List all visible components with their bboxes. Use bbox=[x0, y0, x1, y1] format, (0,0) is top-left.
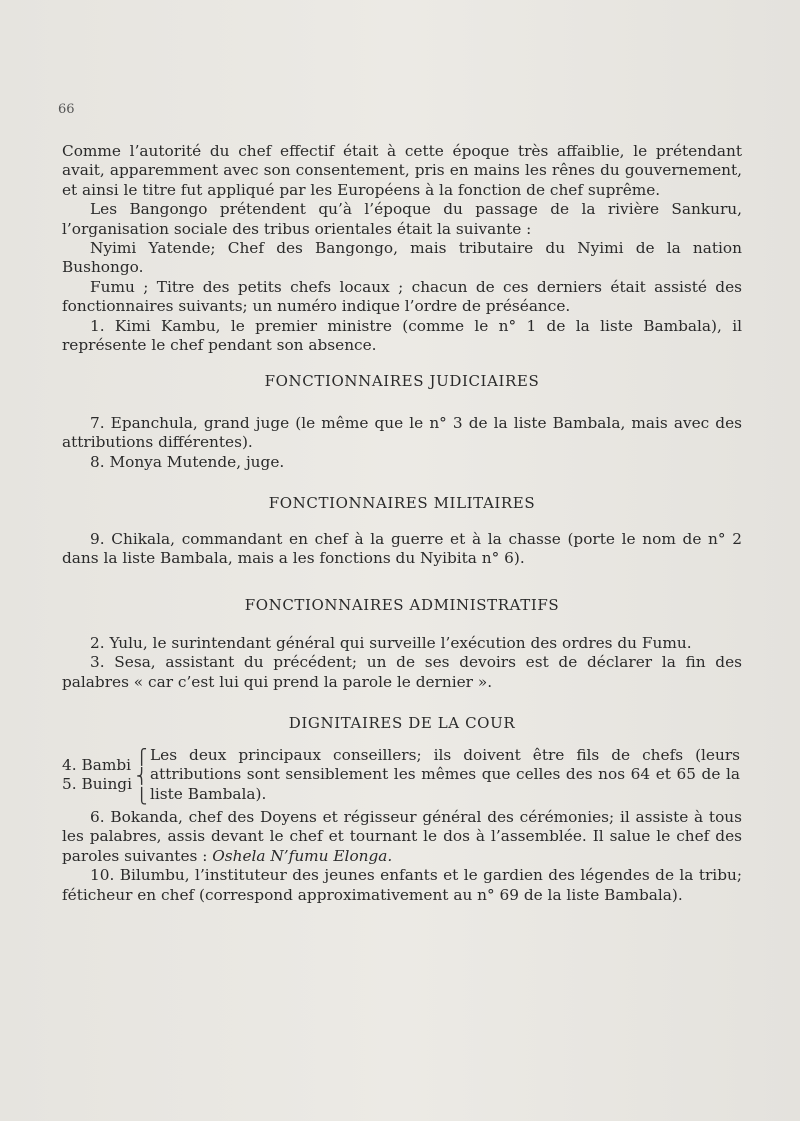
administratifs-item-3: 3. Sesa, assistant du précédent; un de ses devoirs est de déclarer la fin des palabres « car c’est lui qui prend la parole le dernier ». bbox=[62, 653, 742, 691]
cour-item-6 bbox=[62, 808, 742, 866]
heading-judiciaires: FONCTIONNAIRES JUDICIAIRES bbox=[264, 372, 540, 390]
administratifs-item-2: 2. Yulu, le surintendant général qui surveille l’exécution des ordres du Fumu. bbox=[90, 634, 692, 652]
judiciaires-block bbox=[62, 414, 742, 472]
intro-block bbox=[62, 142, 742, 355]
heading-cour: DIGNITAIRES DE LA COUR bbox=[288, 714, 516, 732]
militaires-item-9: 9. Chikala, commandant en chef à la guerre et à la chasse (porte le nom de n° 2 dans la liste Bambala, mais a les fonctions du Nyibita n° 6). bbox=[62, 530, 742, 568]
cour-item-10: 10. Bilumbu, l’instituteur des jeunes enfants et le gardien des légendes de la tribu; féticheur en chef (correspond approximativement au n° 69 de la liste Bambala). bbox=[62, 866, 742, 904]
intro-paragraph-4: Fumu ; Titre des petits chefs locaux ; chacun de ces derniers était assisté des fonctionnaires suivants; un numéro indique l’ordre de préséance. bbox=[62, 277, 742, 316]
intro-paragraph-3: Nyimi Yatende; Chef des Bangongo, mais tributaire du Nyimi de la nation Bushongo. bbox=[62, 239, 742, 277]
cour-item-6-text: 6. Bokanda, chef des Doyens et régisseur général des cérémonies; il assiste à tous les palabres, assis devant le chef et tournant le dos à l’assemblée. Il salue le chef des paroles suivantes : bbox=[62, 808, 742, 865]
name-buingi: 5. Buingi bbox=[62, 775, 132, 794]
militaires-block bbox=[62, 530, 742, 569]
intro-paragraph-5: 1. Kimi Kambu, le premier ministre (comme le n° 1 de la liste Bambala), il représente le chef pendant son absence. bbox=[62, 316, 742, 355]
intro-paragraph-1: Comme l’autorité du chef effectif était à cette époque très affaiblie, le prétendant avait, apparemment avec son consentement, pris en mains les rênes du gouvernement, et ainsi le titre fut appliqué par les Européens à la fonction de chef suprême. bbox=[62, 142, 742, 199]
name-bambi: 4. Bambi bbox=[62, 756, 132, 774]
judiciaires-item-7: 7. Epanchula, grand juge (le même que le n° 3 de la liste Bambala, mais avec des attributions différentes). bbox=[62, 414, 742, 452]
administratifs-block bbox=[62, 634, 742, 692]
heading-militaires: FONCTIONNAIRES MILITAIRES bbox=[268, 494, 536, 512]
brace-mark: ⎧ ⎨ ⎩ bbox=[136, 748, 148, 805]
bracket-text: Les deux principaux conseillers; ils doivent être fils de chefs (leurs attributions sont sensiblement les mêmes que celles des nos 64 et 65 de la liste Bambala). bbox=[150, 746, 740, 803]
cour-block bbox=[62, 808, 742, 905]
intro-paragraph-2: Les Bangongo prétendent qu’à l’époque du passage de la rivière Sankuru, l’organisation sociale des tribus orientales était la suivante : bbox=[62, 200, 742, 238]
page-number: 66 bbox=[58, 102, 75, 117]
judiciaires-item-8: 8. Monya Mutende, juge. bbox=[90, 452, 285, 471]
cour-item-6-quote: Oshela N’fumu Elonga. bbox=[212, 846, 393, 865]
heading-administratifs: FONCTIONNAIRES ADMINISTRATIFS bbox=[244, 596, 560, 614]
bracket-names bbox=[62, 756, 134, 795]
